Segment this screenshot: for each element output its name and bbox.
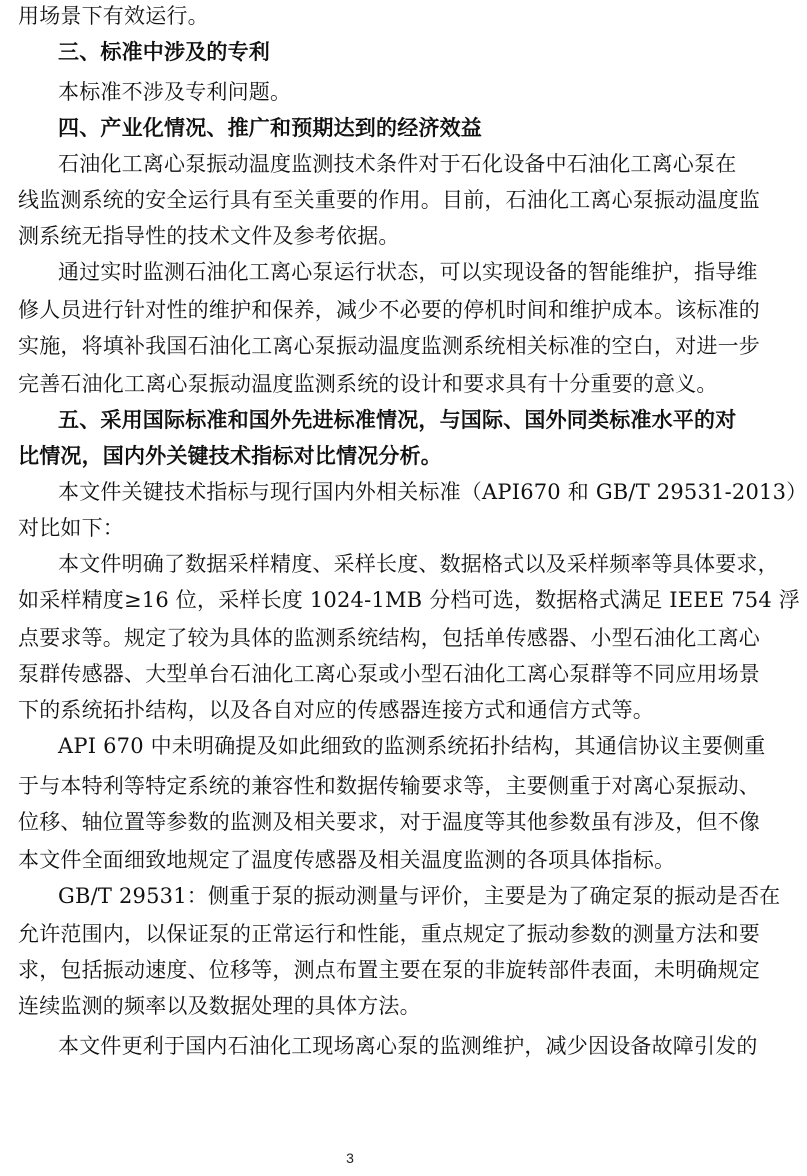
paragraph-line: 石油化工离心泵振动温度监测技术条件对于石化设备中石油化工离心泵在: [58, 152, 737, 176]
paragraph-line: 位移、轴位置等参数的监测及相关要求，对于温度等其他参数虽有涉及，但不像: [18, 810, 760, 834]
paragraph-line: 对比如下：: [18, 516, 124, 540]
paragraph-line: 下的系统拓扑结构，以及各自对应的传感器连接方式和通信方式等。: [18, 698, 654, 722]
paragraph-line: 允许范围内，以保证泵的正常运行和性能，重点规定了振动参数的测量方法和要: [18, 922, 760, 946]
paragraph-line: 完善石油化工离心泵振动温度监测系统的设计和要求具有十分重要的意义。: [18, 372, 718, 396]
paragraph-line: 连续监测的频率以及数据处理的具体方法。: [18, 994, 421, 1018]
paragraph-line: 本文件全面细致地规定了温度传感器及相关温度监测的各项具体指标。: [18, 848, 676, 872]
paragraph-line: 于与本特利等特定系统的兼容性和数据传输要求等，主要侧重于对离心泵振动、: [18, 774, 760, 798]
paragraph-line: API 670 中未明确提及如此细致的监测系统拓扑结构，其通信协议主要侧重: [58, 734, 766, 758]
section-heading-line: 四、产业化情况、推广和预期达到的经济效益: [58, 116, 482, 140]
paragraph-line: 通过实时监测石油化工离心泵运行状态，可以实现设备的智能维护，指导维: [58, 260, 758, 284]
paragraph-line: 本文件更利于国内石油化工现场离心泵的监测维护，减少因设备故障引发的: [58, 1034, 758, 1058]
paragraph-line: 泵群传感器、大型单台石油化工离心泵或小型石油化工离心泵群等不同应用场景: [18, 662, 760, 686]
paragraph-line: 求，包括振动速度、位移等，测点布置主要在泵的非旋转部件表面，未明确规定: [18, 958, 760, 982]
paragraph-line: 用场景下有效运行。: [18, 4, 209, 28]
section-heading-line: 比情况，国内外关键技术指标对比情况分析。: [18, 444, 442, 468]
paragraph-line: 本文件关键技术指标与现行国内外相关标准（API670 和 GB/T 29531-2013）: [58, 480, 807, 504]
paragraph-line: 本标准不涉及专利问题。: [58, 80, 292, 104]
paragraph-line: 如采样精度≥16 位，采样长度 1024-1MB 分档可选，数据格式满足 IEEE 754 浮: [18, 588, 800, 612]
paragraph-line: 线监测系统的安全运行具有至关重要的作用。目前，石油化工离心泵振动温度监: [18, 188, 760, 212]
paragraph-line: 本文件明确了数据采样精度、采样长度、数据格式以及采样频率等具体要求，: [58, 552, 779, 576]
paragraph-line: GB/T 29531：侧重于泵的振动测量与评价，主要是为了确定泵的振动是否在: [58, 884, 781, 908]
paragraph-line: 修人员进行针对性的维护和保养，减少不必要的停机时间和维护成本。该标准的: [18, 298, 760, 322]
paragraph-line: 实施，将填补我国石油化工离心泵振动温度监测系统相关标准的空白，对进一步: [18, 334, 760, 358]
page-number: 3: [346, 1150, 354, 1166]
section-heading-line: 三、标准中涉及的专利: [58, 40, 270, 64]
paragraph-line: 点要求等。规定了较为具体的监测系统结构，包括单传感器、小型石油化工离心: [18, 626, 760, 650]
section-heading-line: 五、采用国际标准和国外先进标准情况，与国际、国外同类标准水平的对: [58, 408, 737, 432]
paragraph-line: 测系统无指导性的技术文件及参考依据。: [18, 224, 400, 248]
